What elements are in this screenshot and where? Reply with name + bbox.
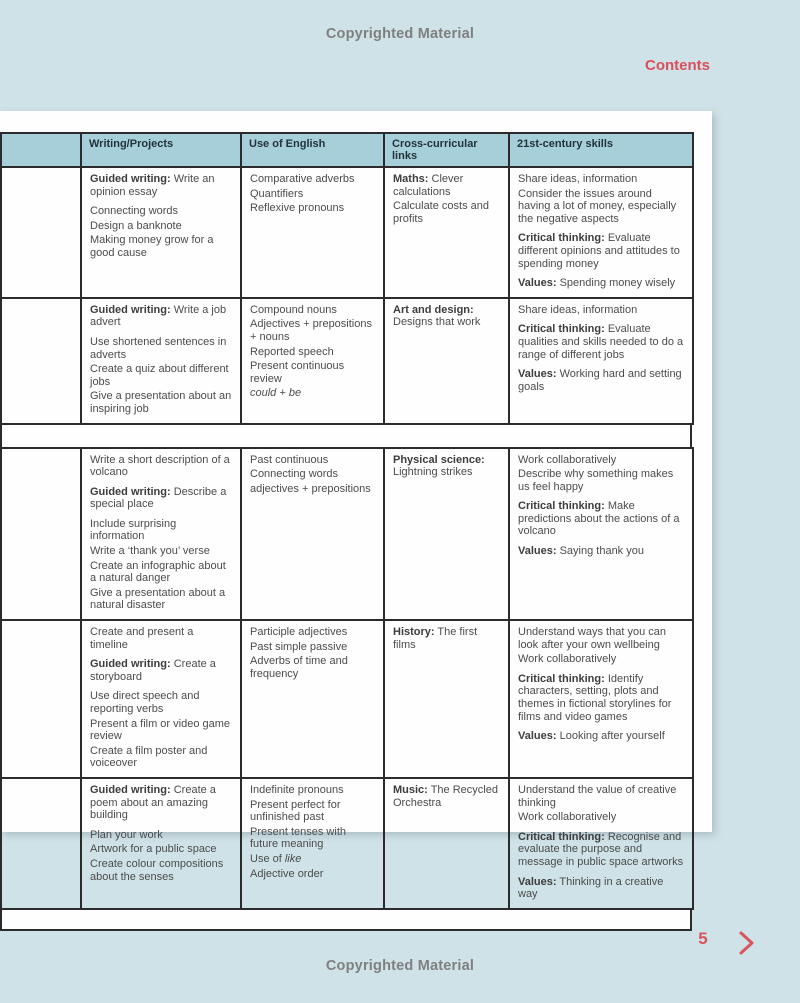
table-cell: Understand ways that you can look after your own wellbeing Work collaboratively Critical thinking: Identify characters, setting, plots and themes in fictional storylines for films and video games Values: Looking after yourself — [509, 620, 693, 778]
column-header-unit — [1, 133, 81, 167]
table-cell: Physical science: Lightning strikes — [384, 448, 509, 621]
table-cell: Maths: Clever calculations Calculate costs and profits — [384, 167, 509, 298]
chevron-right-icon[interactable] — [736, 930, 758, 956]
table-cell: Compound nouns Adjectives + prepositions + nouns Reported speech Present continuous review could + be — [241, 298, 384, 424]
copyright-watermark-bottom: Copyrighted Material — [325, 958, 475, 974]
table-cell: Guided writing: Write an opinion essay Connecting words Design a banknote Making money grow for a good cause — [81, 167, 241, 298]
table-cell: History: The first films — [384, 620, 509, 778]
table-row — [1, 778, 693, 909]
table-cell: Indefinite pronouns Present perfect for unfinished past Present tenses with future meaning Use of like Adjective order — [241, 778, 384, 909]
column-header-use-of-english: Use of English — [241, 133, 384, 167]
table-cell: Music: The Recycled Orchestra — [384, 778, 509, 909]
contents-table — [0, 132, 692, 931]
table-cell: Write a short description of a volcano Guided writing: Describe a special place Include surprising information Write a ‘thank you’ verse Create an infographic about a natural danger Give a presentation about a natural disaster — [81, 448, 241, 621]
unit-cell — [1, 620, 81, 778]
table-row — [1, 167, 693, 298]
copyright-watermark-top: Copyrighted Material — [325, 26, 475, 42]
column-header-21st-century-skills: 21st-century skills — [509, 133, 693, 167]
table-row — [1, 298, 693, 424]
table-cell: Share ideas, information Consider the issues around having a lot of money, especially the negative aspects Critical thinking: Evaluate different opinions and attitudes to spending money Values: Spending money wisely — [509, 167, 693, 298]
header-row — [1, 133, 693, 167]
table-cell: Work collaboratively Describe why something makes us feel happy Critical thinking: Make predictions about the actions of a volcano Values: Saying thank you — [509, 448, 693, 621]
table-cell: Create and present a timeline Guided writing: Create a storyboard Use direct speech and reporting verbs Present a film or video game review Create a film poster and voiceover — [81, 620, 241, 778]
unit-cell — [1, 298, 81, 424]
column-header-writing-projects: Writing/Projects — [81, 133, 241, 167]
table-cell: Guided writing: Create a poem about an amazing building Plan your work Artwork for a public space Create colour compositions about the senses — [81, 778, 241, 909]
table-spacer-row — [0, 425, 692, 447]
table-row — [1, 448, 693, 621]
table-row — [1, 620, 693, 778]
table-cell: Comparative adverbs Quantifiers Reflexive pronouns — [241, 167, 384, 298]
unit-cell — [1, 167, 81, 298]
table-cell: Guided writing: Write a job advert Use shortened sentences in adverts Create a quiz about different jobs Give a presentation about an inspiring job — [81, 298, 241, 424]
column-header-cross-curricular-links: Cross-curricular links — [384, 133, 509, 167]
table-cell: Understand the value of creative thinking Work collaboratively Critical thinking: Recognise and evaluate the purpose and message in public space artworks Values: Thinking in a creative way — [509, 778, 693, 909]
contents-table-upper — [0, 132, 694, 425]
table-spacer-row-bottom — [0, 910, 692, 931]
unit-cell — [1, 778, 81, 909]
page-number: 5 — [698, 929, 708, 948]
table-cell: Participle adjectives Past simple passive Adverbs of time and frequency — [241, 620, 384, 778]
table-cell: Share ideas, information Critical thinking: Evaluate qualities and skills needed to do a range of different jobs Values: Working hard and setting goals — [509, 298, 693, 424]
page-sheet — [0, 111, 712, 901]
table-cell: Past continuous Connecting words adjectives + prepositions — [241, 448, 384, 621]
unit-cell — [1, 448, 81, 621]
contents-heading: Contents — [645, 57, 710, 74]
contents-table-lower — [0, 447, 694, 910]
table-cell: Art and design: Designs that work — [384, 298, 509, 424]
